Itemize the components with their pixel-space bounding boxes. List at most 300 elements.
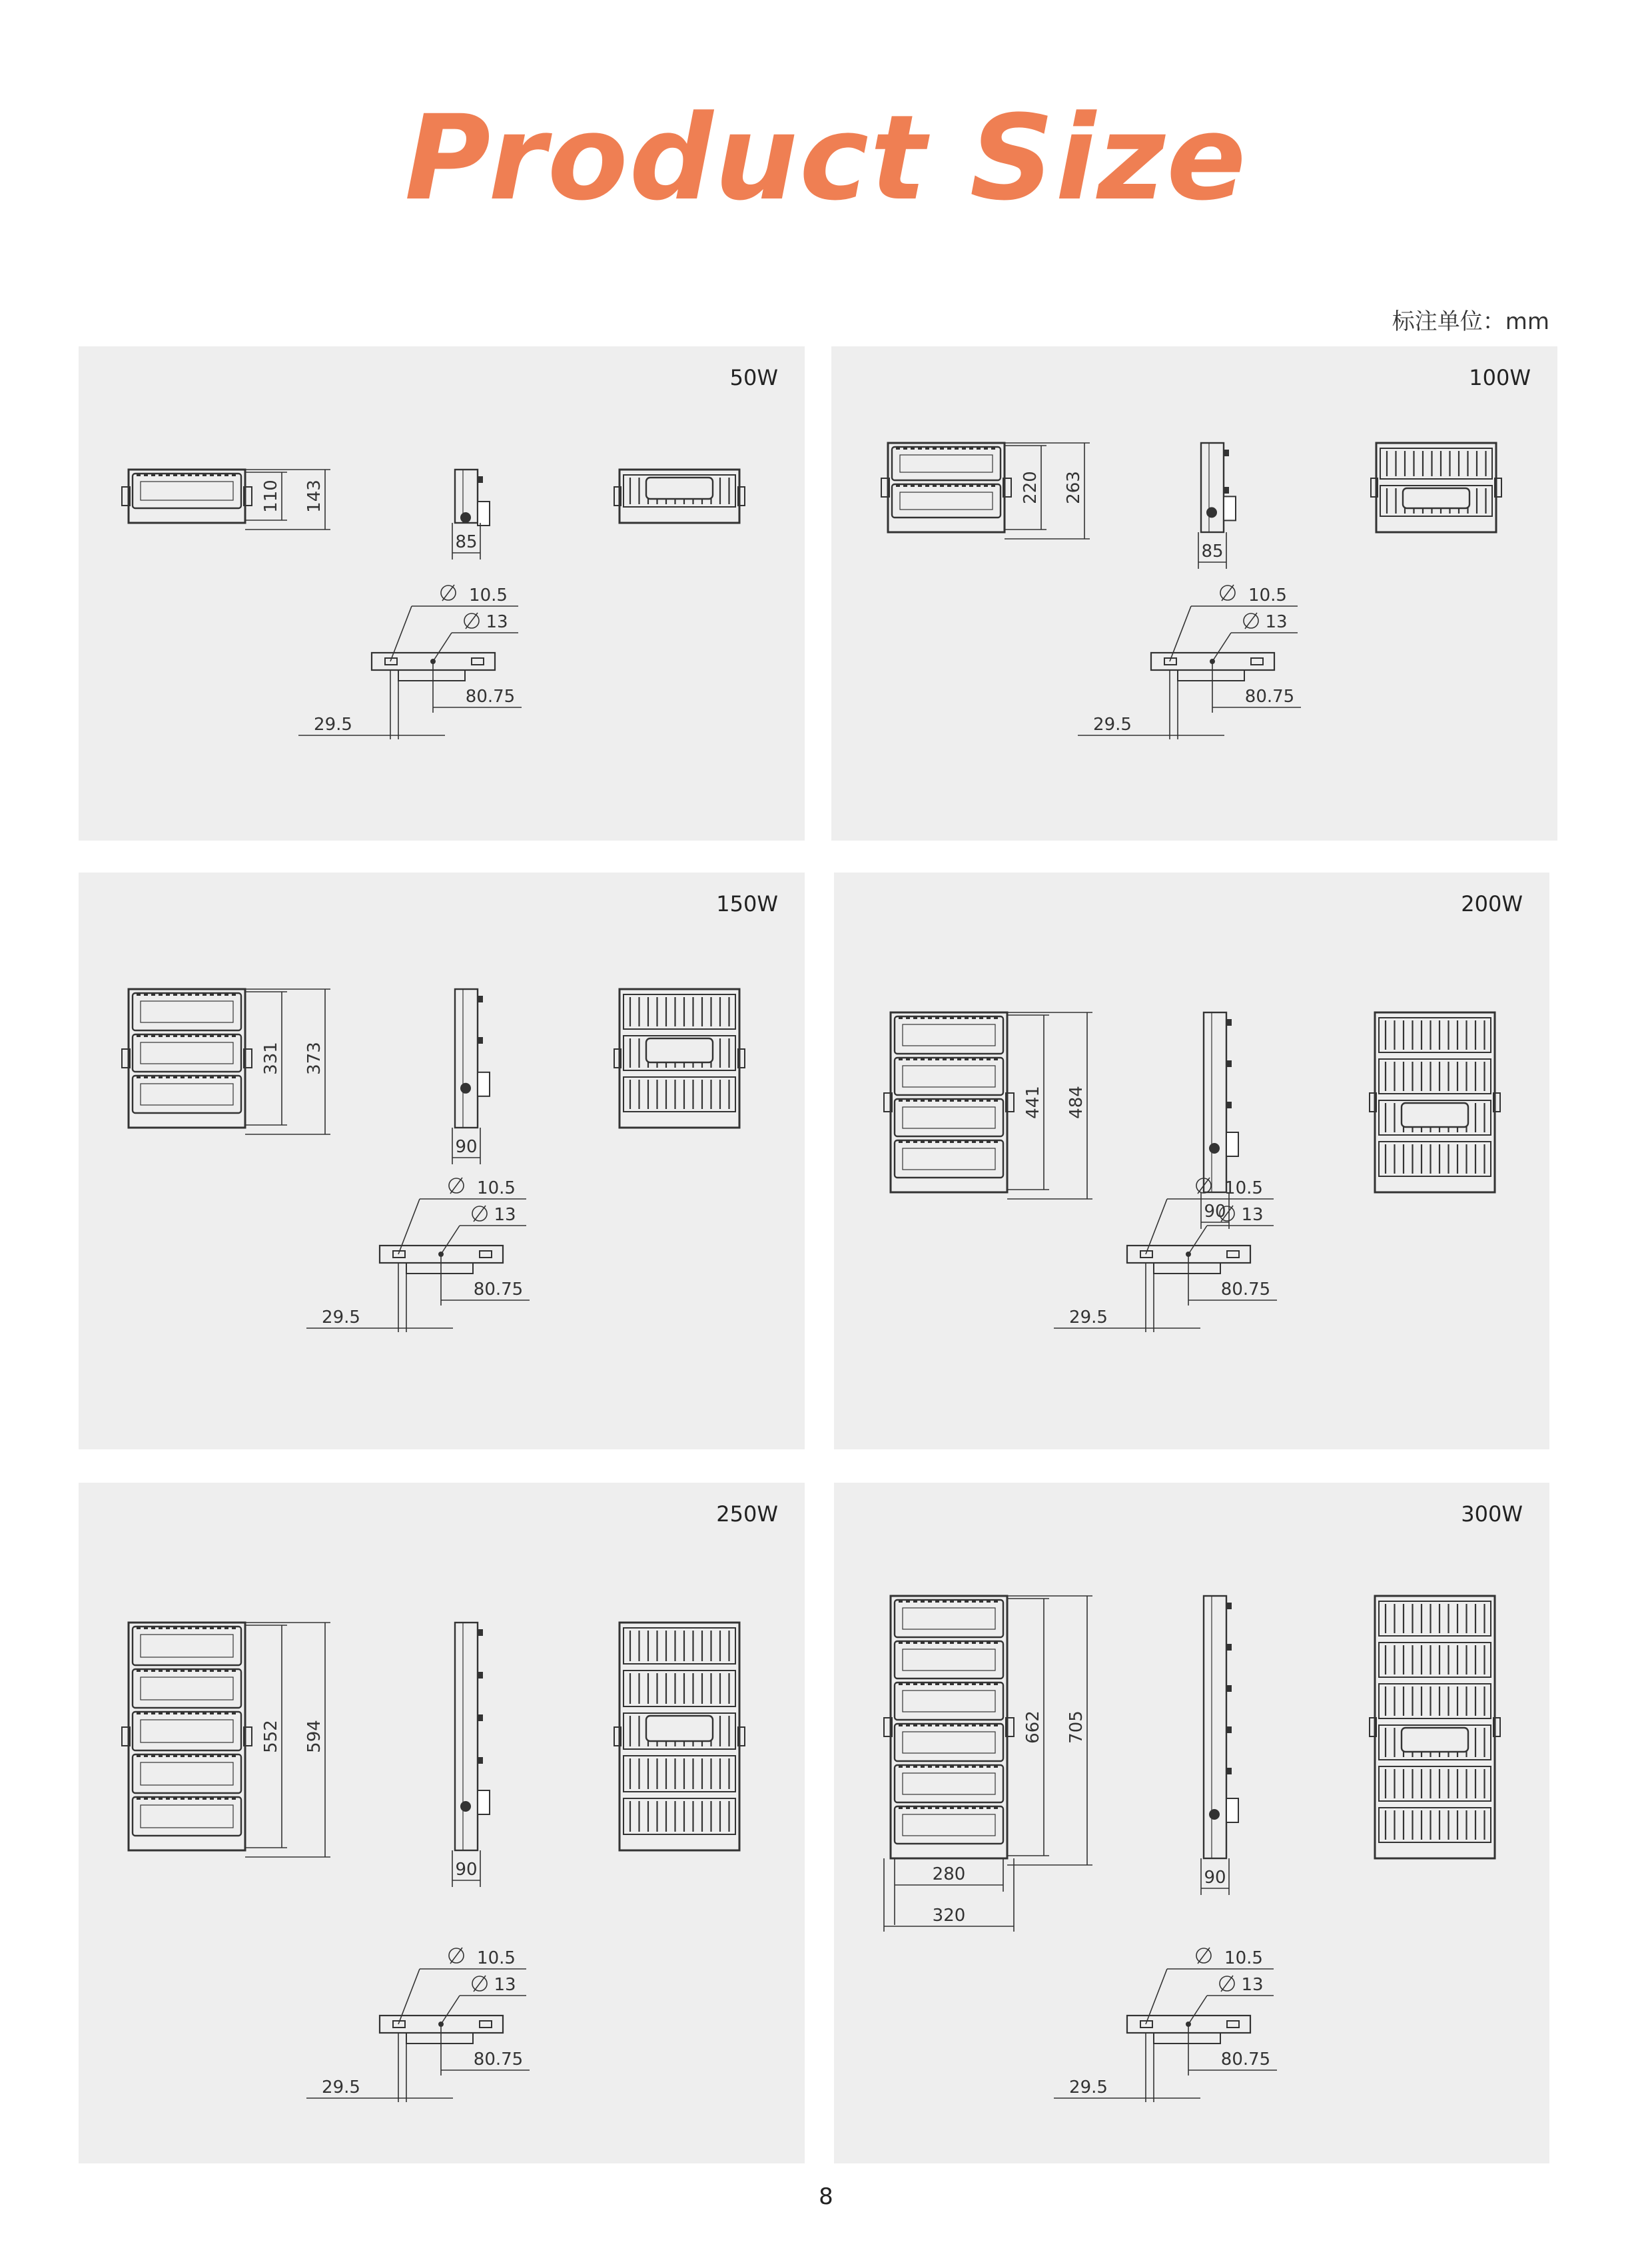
heatsink-module [623,1671,735,1706]
fin-tooth [217,1076,221,1078]
dimension-hole-large: 13 [486,612,508,632]
fin-tooth [210,1034,214,1037]
fin-tooth [913,1058,917,1060]
fin-tooth [210,474,214,476]
led-module [895,1682,1003,1720]
fin-tooth [151,1076,155,1078]
fin-tooth [921,1016,925,1019]
fin-tooth [906,1099,910,1102]
drawing-canvas [79,346,805,841]
led-module [133,993,241,1030]
fin-tooth [950,1724,954,1726]
panel-100w [831,346,1557,841]
dimension-height-outer: 594 [304,1720,324,1753]
pivot-knob [460,1801,471,1812]
dimension-offset: 29.5 [322,1308,360,1327]
fin-tooth [965,1140,969,1143]
fin-tooth [151,1669,155,1672]
dimension-height-outer: 143 [304,480,324,513]
fin-tooth [957,1765,961,1768]
led-module [133,1754,241,1793]
front-view [122,470,252,523]
wattage-label: 300W [1461,1501,1523,1527]
fin-tooth [957,1016,961,1019]
fin-tooth [188,1627,192,1629]
fin-tooth [899,1724,903,1726]
dimension-height-outer: 484 [1066,1086,1086,1119]
fin-tooth [955,484,959,487]
fin-tooth [911,484,915,487]
fin-tooth [950,1099,954,1102]
fin-tooth [928,1765,932,1768]
side-clip [478,1037,483,1044]
fin-tooth [957,1099,961,1102]
fin-tooth [987,1682,991,1685]
fin-tooth [195,1669,199,1672]
driver-box [646,1038,713,1062]
fin-tooth [173,1712,177,1714]
fin-tooth [173,474,177,476]
fin-tooth [994,1016,998,1019]
fin-tooth [195,1797,199,1800]
fin-tooth [896,447,900,450]
fin-tooth [144,1627,148,1629]
heatsink-module [1379,1643,1491,1677]
side-housing [455,1623,478,1850]
fin-tooth [210,1797,214,1800]
lens-window [141,1805,233,1828]
fin-tooth [906,1600,910,1603]
dimension-width-inner: 280 [932,1864,966,1884]
fin-tooth [232,1797,236,1800]
panel-300w [834,1483,1549,2163]
fin-tooth [159,1754,163,1757]
fin-tooth [947,484,951,487]
fin-tooth [151,1627,155,1629]
fin-tooth [979,1099,983,1102]
fin-tooth [935,1641,939,1644]
led-module [133,1669,241,1708]
front-view [884,1012,1014,1192]
fin-tooth [957,1600,961,1603]
fin-tooth [137,1034,141,1037]
fin-tooth [217,1034,221,1037]
fin-tooth [987,1806,991,1809]
fin-tooth [224,1627,228,1629]
dimension-height-inner: 662 [1023,1710,1043,1744]
fin-tooth [950,1641,954,1644]
junction-box [1224,496,1236,520]
fin-tooth [173,1797,177,1800]
lens-window [903,1148,995,1170]
led-module [895,1724,1003,1761]
fin-tooth [203,474,206,476]
wattage-label: 150W [716,891,778,917]
fin-tooth [935,1765,939,1768]
fin-tooth [987,1641,991,1644]
fin-tooth [159,1034,163,1037]
fin-tooth [913,1641,917,1644]
back-view [614,470,745,523]
lens-window [903,1024,995,1046]
dimension-spacing: 80.75 [465,687,516,707]
fin-tooth [972,1600,976,1603]
fin-tooth [217,1669,221,1672]
fin-tooth [899,1016,903,1019]
lens-window [903,1608,995,1629]
fin-tooth [188,993,192,996]
front-view [881,443,1011,532]
pivot-knob [460,1083,471,1094]
drawing-canvas [834,1483,1549,2163]
side-clip [478,996,483,1002]
lens-window [141,1042,233,1064]
fin-tooth [987,1016,991,1019]
dimension-line [433,633,452,661]
wattage-label: 200W [1461,891,1523,917]
dimension-hole-small: 10.5 [1224,1178,1263,1198]
wattage-label: 100W [1469,365,1531,390]
dimension-height-inner: 331 [261,1042,281,1075]
fin-tooth [950,1016,954,1019]
front-view [884,1596,1014,1858]
fin-tooth [972,1099,976,1102]
fin-tooth [195,1076,199,1078]
fin-tooth [232,1754,236,1757]
fin-tooth [159,1669,163,1672]
fin-tooth [210,993,214,996]
fin-tooth [943,1765,947,1768]
led-module [133,1797,241,1836]
fin-tooth [181,1669,185,1672]
fin-tooth [979,1682,983,1685]
led-module [895,1600,1003,1637]
back-view [614,1623,745,1850]
fin-tooth [950,1806,954,1809]
lens-window [141,1677,233,1700]
side-view [455,989,490,1128]
mount-base [406,1263,473,1274]
fin-tooth [144,1076,148,1078]
fin-tooth [899,1641,903,1644]
side-clip [1226,1603,1232,1609]
fin-tooth [918,447,922,450]
side-clip [1226,1768,1232,1774]
fin-tooth [933,484,937,487]
fin-tooth [188,1076,192,1078]
fin-tooth [979,1058,983,1060]
fin-tooth [137,1712,141,1714]
fin-tooth [918,484,922,487]
side-clip [1226,1644,1232,1651]
fin-tooth [913,1682,917,1685]
fin-tooth [166,1034,170,1037]
side-clip [478,476,483,483]
side-clip [1226,1019,1232,1026]
fin-tooth [224,993,228,996]
fin-tooth [144,1034,148,1037]
dimension-spacing: 80.75 [1220,1280,1271,1300]
side-clip [478,1672,483,1679]
dimension-height-inner: 110 [261,480,281,513]
fin-tooth [173,1627,177,1629]
fin-tooth [943,1140,947,1143]
fin-tooth [965,1099,969,1102]
housing-outline [888,443,1005,532]
dimension-line [1212,633,1231,661]
panel-200w [834,873,1549,1449]
dimension-offset: 29.5 [314,715,352,735]
heatsink-module [1379,1059,1491,1094]
fin-tooth [991,484,995,487]
fin-tooth [166,1076,170,1078]
fin-tooth [188,1797,192,1800]
fin-tooth [188,1754,192,1757]
fin-tooth [166,1797,170,1800]
fin-tooth [928,1016,932,1019]
fin-tooth [181,474,185,476]
fin-tooth [994,1099,998,1102]
fin-tooth [969,484,973,487]
fin-tooth [899,1058,903,1060]
fin-tooth [928,1099,932,1102]
fin-tooth [921,1682,925,1685]
fin-tooth [232,1076,236,1078]
fin-tooth [151,1754,155,1757]
fin-tooth [928,1641,932,1644]
fin-tooth [935,1806,939,1809]
fin-tooth [137,993,141,996]
dimension-spacing: 80.75 [473,2050,524,2069]
fin-tooth [925,447,929,450]
panel-150w [79,873,805,1449]
back-view [1371,443,1501,532]
junction-box [1226,1798,1238,1822]
dimension-height-inner: 552 [261,1720,281,1753]
dimension-height-outer: 705 [1066,1710,1086,1744]
fin-tooth [151,1797,155,1800]
fin-tooth [972,1140,976,1143]
fin-tooth [181,1797,185,1800]
dimension-hole-small: 10.5 [469,585,508,605]
fin-tooth [173,993,177,996]
fin-tooth [203,993,206,996]
heatsink-module [1379,1684,1491,1718]
fin-tooth [137,1076,141,1078]
fin-tooth [144,1797,148,1800]
fin-tooth [913,1600,917,1603]
fin-tooth [166,1712,170,1714]
fin-tooth [972,1806,976,1809]
fin-tooth [181,1712,185,1714]
fin-tooth [935,1016,939,1019]
dimension-depth: 90 [455,1860,478,1880]
fin-tooth [195,1754,199,1757]
side-housing [1204,1012,1226,1192]
fin-tooth [181,1754,185,1757]
fin-tooth [203,1797,206,1800]
fin-tooth [987,1724,991,1726]
fin-tooth [232,1034,236,1037]
fin-tooth [906,1765,910,1768]
dimension-hole-large: 13 [494,1205,516,1225]
fin-tooth [994,1600,998,1603]
fin-tooth [987,1058,991,1060]
fin-tooth [224,1797,228,1800]
fin-tooth [935,1099,939,1102]
fin-tooth [957,1724,961,1726]
led-module [895,1099,1003,1136]
fin-tooth [137,1797,141,1800]
fin-tooth [962,484,966,487]
side-view [1204,1012,1238,1192]
dimension-height-outer: 373 [304,1042,324,1075]
side-housing [455,989,478,1128]
heatsink-module [1379,1018,1491,1052]
led-module [133,1034,241,1072]
fin-tooth [203,1754,206,1757]
fin-tooth [972,1682,976,1685]
led-module [892,447,1001,480]
fin-tooth [151,1712,155,1714]
heatsink-module [623,1077,735,1112]
fin-tooth [940,484,944,487]
fin-tooth [972,1724,976,1726]
fin-tooth [965,1641,969,1644]
fin-tooth [181,1627,185,1629]
fin-tooth [159,1712,163,1714]
back-view [614,989,745,1128]
fin-tooth [899,1140,903,1143]
dimension-line [441,1226,460,1254]
fin-tooth [906,1806,910,1809]
dimension-depth: 85 [455,532,478,552]
fin-tooth [906,1682,910,1685]
fin-tooth [972,1641,976,1644]
fin-tooth [921,1140,925,1143]
fin-tooth [921,1099,925,1102]
fin-tooth [994,1806,998,1809]
dimension-hole-small: 10.5 [1224,1948,1263,1968]
fin-tooth [928,1806,932,1809]
heatsink-module [1379,1766,1491,1801]
panel-50w [79,346,805,841]
fin-tooth [969,447,973,450]
mount-base [406,2033,473,2044]
fin-tooth [987,1140,991,1143]
fin-tooth [965,1682,969,1685]
dimension-line [1188,1996,1207,2024]
fin-tooth [906,1724,910,1726]
lens-window [141,1084,233,1105]
lens-window [903,1649,995,1671]
mount-base [1154,1263,1220,1274]
fin-tooth [906,1058,910,1060]
fin-tooth [217,1712,221,1714]
fin-tooth [217,474,221,476]
fin-tooth [935,1140,939,1143]
hole-slot-right [472,658,484,665]
fin-tooth [925,484,929,487]
fin-tooth [224,1669,228,1672]
side-view [455,470,490,526]
fin-tooth [899,1099,903,1102]
fin-tooth [921,1058,925,1060]
led-module [133,474,241,508]
mount-base [1178,670,1244,681]
fin-tooth [947,447,951,450]
dimension-hole-large: 13 [1241,1975,1264,1995]
fin-tooth [217,1797,221,1800]
fin-tooth [957,1058,961,1060]
housing-outline [891,1012,1007,1192]
fin-tooth [195,1712,199,1714]
housing-outline [129,470,245,523]
fin-tooth [921,1765,925,1768]
housing-outline [891,1596,1007,1858]
fin-tooth [911,447,915,450]
fin-tooth [921,1806,925,1809]
led-module [895,1806,1003,1844]
side-view [1204,1596,1238,1858]
lens-window [903,1066,995,1087]
fin-tooth [224,1712,228,1714]
fin-tooth [950,1682,954,1685]
fin-tooth [188,474,192,476]
fin-tooth [159,993,163,996]
drawing-canvas [79,1483,805,2163]
hole-slot-right [1227,2021,1239,2028]
fin-tooth [144,1669,148,1672]
fin-tooth [181,1076,185,1078]
fin-tooth [979,1140,983,1143]
page-title: Product Size [404,90,1248,226]
side-clip [478,1757,483,1764]
fin-tooth [173,1754,177,1757]
dimension-hole-small: 10.5 [477,1178,516,1198]
dimension-hole-small: 10.5 [477,1948,516,1968]
front-view [122,989,252,1128]
fin-tooth [899,1600,903,1603]
fin-tooth [166,993,170,996]
dimension-spacing: 80.75 [1220,2050,1271,2069]
side-clip [1226,1726,1232,1733]
fin-tooth [957,1641,961,1644]
fin-tooth [166,1669,170,1672]
fin-tooth [943,1099,947,1102]
fin-tooth [159,474,163,476]
fin-tooth [943,1641,947,1644]
pivot-knob [1209,1809,1220,1820]
heatsink-module [623,1756,735,1792]
fin-tooth [224,1034,228,1037]
fin-tooth [137,474,141,476]
fin-tooth [928,1724,932,1726]
fin-tooth [950,1140,954,1143]
fin-tooth [943,1058,947,1060]
fin-tooth [899,1682,903,1685]
fin-tooth [965,1016,969,1019]
fin-tooth [151,993,155,996]
dimension-depth: 85 [1201,542,1224,561]
fin-tooth [972,1058,976,1060]
fin-tooth [144,1712,148,1714]
fin-tooth [159,1076,163,1078]
fin-tooth [965,1058,969,1060]
fin-tooth [166,1627,170,1629]
dimension-hole-large: 13 [1241,1205,1264,1225]
fin-tooth [913,1099,917,1102]
